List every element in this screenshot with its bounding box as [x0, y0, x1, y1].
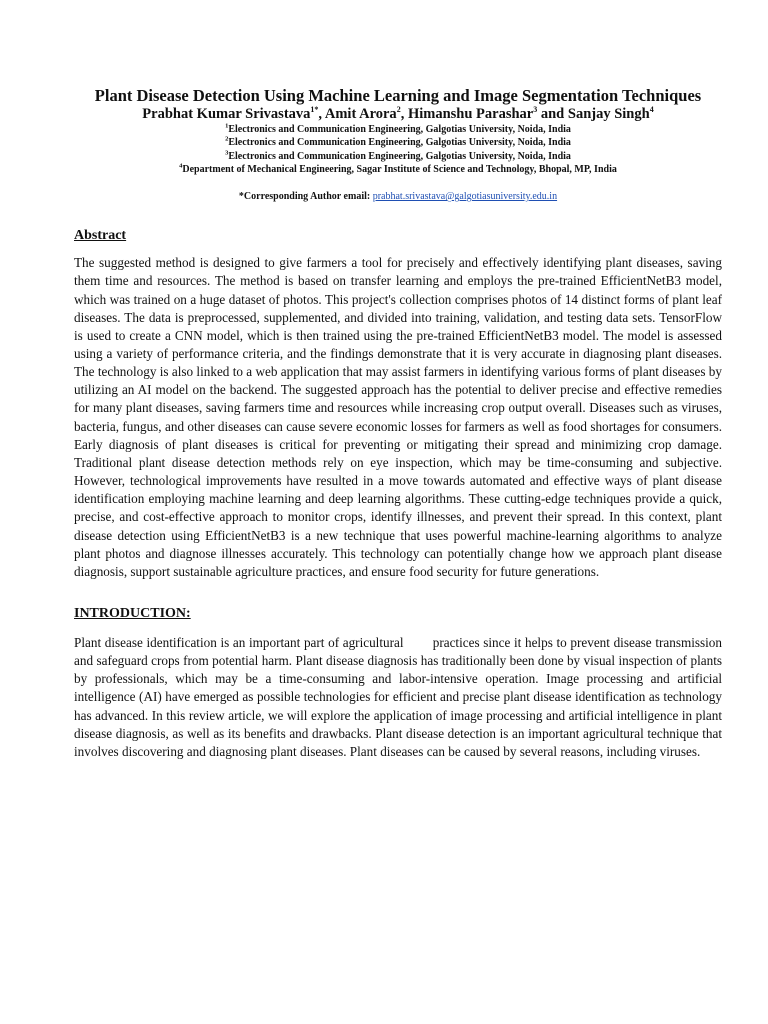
- affiliation-mark: 2: [225, 135, 229, 143]
- author-separator: and: [537, 106, 568, 122]
- author-name: Himanshu Parashar: [407, 106, 534, 122]
- author-name: Sanjay Singh: [567, 106, 650, 122]
- corresponding-email-link[interactable]: prabhat.srivastava@galgotiasuniversity.edu.in: [372, 191, 558, 203]
- corresponding-author: [74, 190, 722, 203]
- affiliation-list: [74, 123, 722, 176]
- introduction-text: Plant disease identification is an important part of agricultural practices since it helps to prevent disease transmission and safeguard crops from potential harm. Plant disease diagnosis has traditionally been done by visual inspection of plants by professionals, which may be a time-consuming and labor-intensive operation. Image processing and artificial intelligence (AI) have emerged as possible technologies for efficient and precise plant disease identification as technology has advanced. In this review article, we will explore the application of image processing and artificial intelligence in plant disease diagnosis, as well as its benefits and drawbacks. Plant disease detection is an important agricultural technique that involves discovering and diagnosing plant diseases. Plant diseases can be caused by several reasons, including viruses.: [74, 635, 726, 759]
- affiliation-line: [74, 150, 722, 163]
- affiliation-mark: 4: [179, 162, 183, 170]
- paper-page: [74, 86, 726, 761]
- author-mark: 3: [533, 105, 538, 115]
- affiliation-line: [74, 163, 722, 176]
- affiliation-line: [74, 136, 722, 149]
- author-name: Prabhat Kumar Srivastava: [142, 106, 311, 122]
- abstract-text: The suggested method is designed to give farmers a tool for precisely and effectively identifying plant diseases, saving them time and resources. The method is based on transfer learning and employs the pre-trained EfficientNetB3 model, which was trained on a huge dataset of photos. This project's collection comprises photos of 14 distinct forms of plant leaf diseases. The data is preprocessed, supplemented, and divided into training, validation, and testing data sets. TensorFlow is used to create a CNN model, which is then trained using the pre-trained EfficientNetB3 model. The model is assessed using a variety of performance criteria, and the findings demonstrate that it is very accurate in diagnosing plant diseases. The technology is also linked to a web application that may assist farmers in identifying various forms of plant diseases by utilizing an AI model on the backend. The suggested approach has the potential to deliver precise and effective remedies for many plant diseases, saving farmers time and resources while increasing crop output overall. Diseases such as viruses, bacteria, fungus, and other diseases can cause severe economic losses for farmers as well as food shortages for consumers. Early diagnosis of plant diseases is critical for preventing or mitigating their spread and minimizing crop damage. Traditional plant disease detection methods rely on eye inspection, which may be time-consuming and subjective. However, technological improvements have resulted in a move towards automated and effective ways of plant disease identification employing machine learning and deep learning algorithms. These cutting-edge techniques provide a quick, precise, and cost-effective approach to monitor crops, identify illnesses, and prevent their spread. In this context, plant disease detection using EfficientNetB3 is a new technique that uses powerful machine-learning algorithms to analyze plant photos and diagnose illnesses accurately. This technology can potentially change how we approach plant disease diagnosis, support sustainable agriculture practices, and ensure food security for future generations.: [74, 255, 722, 579]
- affiliation-mark: 1: [225, 122, 229, 130]
- affiliation-text: Electronics and Communication Engineering, Galgotias University, Noida, India: [228, 137, 571, 149]
- author-separator: ,: [318, 106, 325, 122]
- author-mark: 4: [649, 105, 654, 115]
- author-mark: 2: [396, 105, 401, 115]
- author-mark: 1*: [310, 105, 319, 115]
- author-list: [74, 106, 722, 123]
- affiliation-line: [74, 123, 722, 136]
- affiliation-mark: 3: [225, 149, 229, 157]
- affiliation-text: Department of Mechanical Engineering, Sagar Institute of Science and Technology, Bhopal, MP, India: [182, 163, 617, 175]
- introduction-heading: INTRODUCTION:: [74, 606, 191, 621]
- author-name: Amit Arora: [324, 106, 397, 122]
- author-separator: ,: [400, 106, 408, 122]
- affiliation-text: Electronics and Communication Engineering, Galgotias University, Noida, India: [228, 150, 571, 162]
- corresponding-label: *Corresponding Author email:: [238, 191, 373, 203]
- paper-title: Plant Disease Detection Using Machine Learning and Image Segmentation Techniques: [94, 86, 702, 105]
- abstract-heading: Abstract: [74, 228, 127, 244]
- affiliation-text: Electronics and Communication Engineering, Galgotias University, Noida, India: [228, 124, 571, 135]
